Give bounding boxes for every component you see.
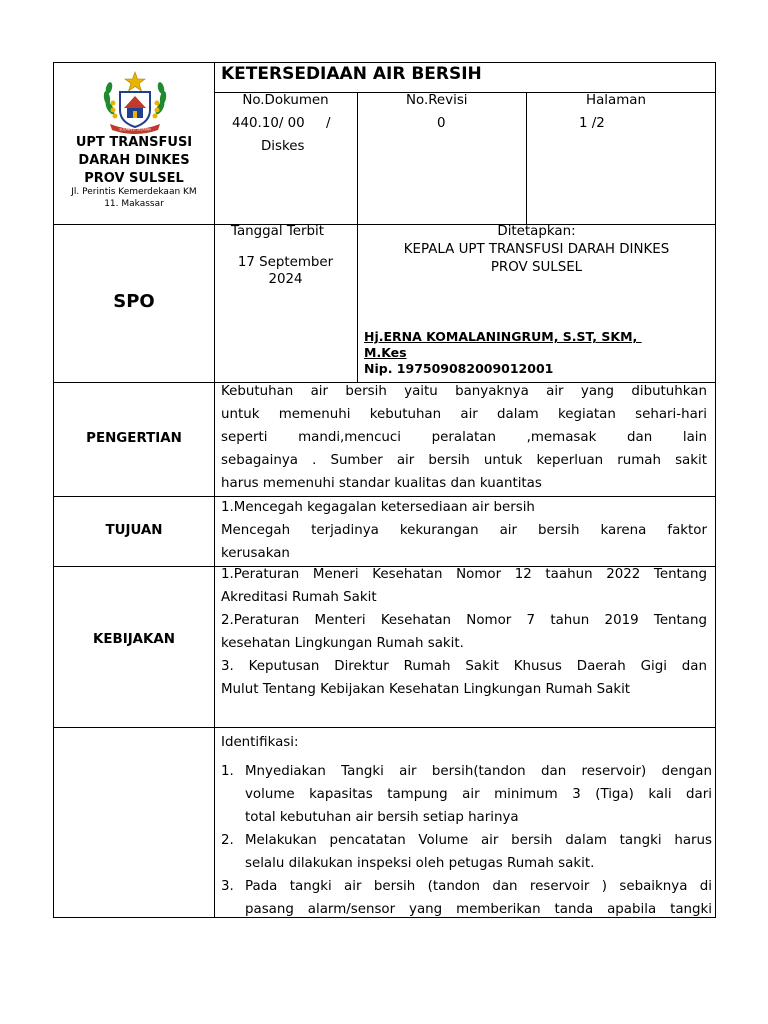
list-item: 3. Pada tangki air bersih (tandon dan reservoir ) sebaiknya di [221, 879, 712, 894]
issue-date-line-1: 17 September [237, 255, 334, 270]
section-label-kebijakan: KEBIJAKAN [92, 632, 175, 647]
list-item: 2. Melakukan pencatatan Volume air bersih dalam tangki harus [221, 833, 712, 848]
tujuan-text [221, 496, 707, 565]
list-item-continuation: volume kapasitas tampung air minimum 3 (Tiga) kali dari [245, 787, 712, 802]
signer-name-line-1: Hj.ERNA KOMALANINGRUM, S.ST, SKM, [364, 329, 642, 344]
table-border-right [715, 62, 716, 918]
set-by-line-1: KEPALA UPT TRANSFUSI DARAH DINKES [403, 242, 670, 257]
kebijakan-line: 2.Peraturan Menteri Kesehatan Nomor 7 tahun 2019 Tentang [221, 613, 707, 628]
procedure-heading: Identifikasi: [221, 735, 299, 750]
institution-logo [100, 70, 170, 134]
org-name-line-1: UPT TRANSFUSI [75, 135, 193, 150]
table-border-top [53, 62, 716, 63]
kebijakan-text [221, 563, 707, 701]
revision-label: No.Revisi [406, 93, 468, 108]
sulsel-emblem-icon [100, 70, 170, 134]
list-item: 1. Mnyediakan Tangki air bersih(tandon dan reservoir) dengan [221, 764, 712, 779]
row-divider-kebijakan [53, 727, 716, 728]
section-label-pengertian: PENGERTIAN [86, 431, 182, 446]
tujuan-line: 1.Mencegah kegagalan ketersediaan air bersih [221, 500, 535, 515]
set-by-line-2: PROV SULSEL [490, 260, 583, 275]
pengertian-line: sebagainya . Sumber air bersih untuk keperluan rumah sakit [221, 453, 707, 468]
pengertian-line: Kebutuhan air bersih yaitu banyaknya air yang dibutuhkan [221, 384, 707, 399]
org-name-line-3: PROV SULSEL [84, 171, 184, 186]
label-column-divider [214, 62, 215, 918]
kebijakan-line: 3. Keputusan Direktur Rumah Sakit Khusus Daerah Gigi dan [221, 659, 707, 674]
signer-name-line-2: M.Kes [364, 345, 407, 360]
pengertian-line: untuk memenuhi kebutuhan air dalam kegiatan sehari-hari [221, 407, 707, 422]
spo-label: SPO [113, 291, 155, 312]
doc-number-line-1: 440.10/ 00 / [232, 116, 331, 131]
tujuan-line: Mencegah terjadinya kekurangan air bersih karena faktor [221, 523, 707, 538]
pengertian-line: harus memenuhi standar kualitas dan kuantitas [221, 476, 542, 491]
list-item-continuation: selalu dilakukan inspeksi oleh petugas Rumah sakit. [245, 856, 595, 871]
list-item-continuation: pasang alarm/sensor yang memberikan tanda apabila tangki [245, 902, 712, 917]
pengertian-line: seperti mandi,mencuci peralatan ,memasak dan lain [221, 430, 707, 445]
org-address-line-1: Jl. Perintis Kemerdekaan KM [71, 187, 197, 197]
kebijakan-line: Akreditasi Rumah Sakit [221, 590, 377, 605]
kebijakan-line: kesehatan Lingkungan Rumah sakit. [221, 636, 464, 651]
org-address-line-2: 11. Makassar [104, 199, 164, 209]
list-item-continuation: total kebutuhan air bersih setiap harinya [245, 810, 519, 825]
document-title: KETERSEDIAAN AIR BERSIH [221, 64, 482, 84]
org-name-line-2: DARAH DINKES [78, 153, 190, 168]
section-label-tujuan: TUJUAN [105, 523, 163, 538]
procedure-list [221, 760, 711, 921]
issue-date-line-2: 2024 [268, 272, 303, 287]
signer-nip: Nip. 197509082009012001 [364, 361, 554, 376]
revision-divider [526, 92, 527, 225]
logo-ribbon-text: SULAWESI SELATAN [119, 127, 151, 132]
pengertian-text [221, 380, 707, 495]
kebijakan-line: Mulut Tentang Kebijakan Kesehatan Lingkungan Rumah Sakit [221, 682, 631, 697]
doc-number-label: No.Dokumen [242, 93, 329, 108]
issue-date-label: Tanggal Terbit [231, 224, 324, 239]
kebijakan-line: 1.Peraturan Meneri Kesehatan Nomor 12 taahun 2022 Tentang [221, 567, 707, 582]
set-by-label: Ditetapkan: [497, 224, 576, 239]
page-label: Halaman [586, 93, 646, 108]
tujuan-line: kerusakan [221, 546, 290, 561]
revision-value: 0 [437, 116, 446, 131]
page-value: 1 /2 [579, 116, 605, 131]
doc-number-line-2: Diskes [261, 139, 305, 154]
docno-divider [357, 92, 358, 225]
